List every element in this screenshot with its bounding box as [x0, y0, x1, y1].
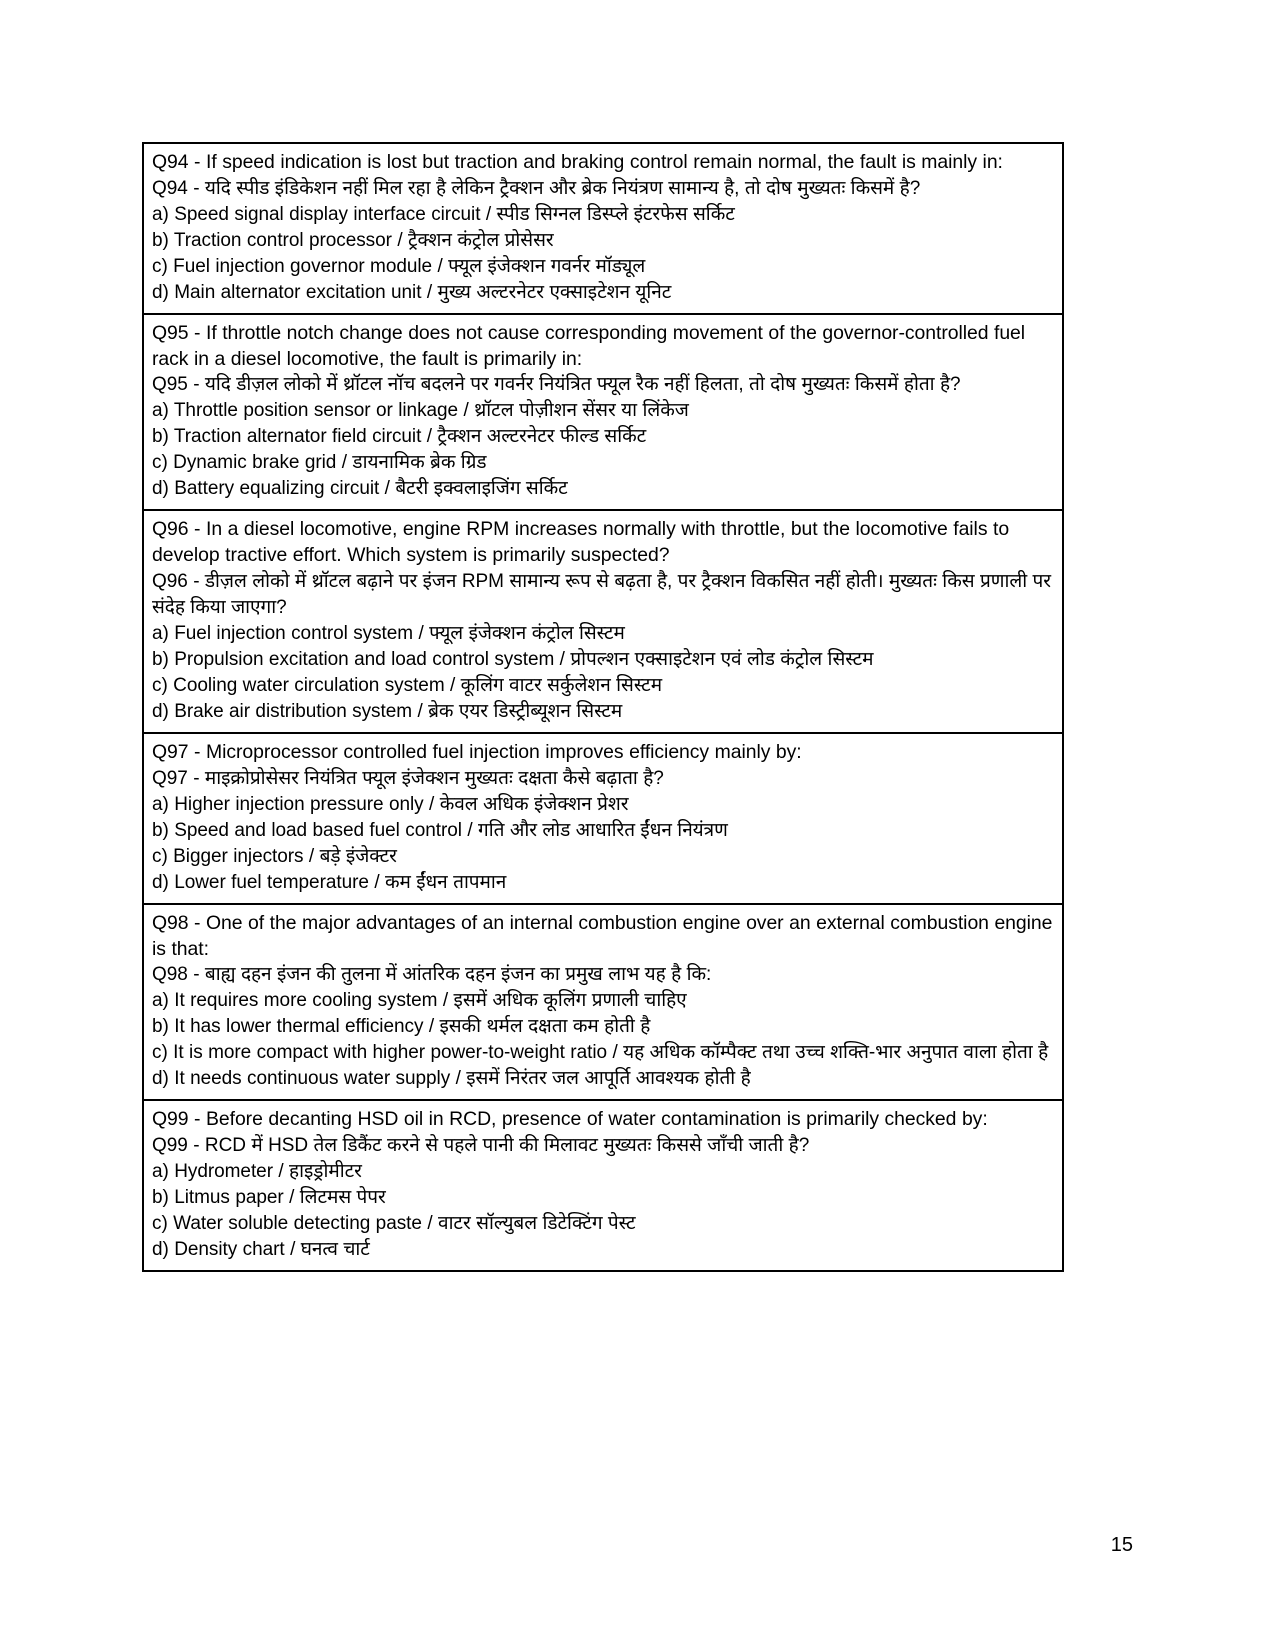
option-b: b) Litmus paper / लिटमस पेपर — [152, 1187, 386, 1209]
question-block-q96 — [144, 511, 1062, 734]
option-c: c) Bigger injectors / बड़े इंजेक्टर — [152, 845, 397, 867]
option-d: d) Lower fuel temperature / कम ईंधन तापमान — [152, 871, 507, 893]
question-stem-en: Q98 - One of the major advantages of an internal combustion engine over an external combustion engine is that: — [152, 911, 1053, 960]
option-a: a) Higher injection pressure only / केवल अधिक इंजेक्शन प्रेशर — [152, 793, 629, 815]
page-number: 15 — [1110, 1534, 1133, 1556]
question-block-q95 — [144, 315, 1062, 512]
option-d: d) Brake air distribution system / ब्रेक एयर डिस्ट्रीब्यूशन सिस्टम — [152, 700, 623, 722]
option-c: c) Cooling water circulation system / कूलिंग वाटर सर्कुलेशन सिस्टम — [152, 674, 663, 696]
question-stem-en: Q94 - If speed indication is lost but traction and braking control remain normal, the fault is mainly in: — [152, 151, 1003, 173]
option-a: a) Fuel injection control system / फ्यूल इंजेक्शन कंट्रोल सिस्टम — [152, 622, 625, 644]
questions-table — [142, 142, 1064, 1272]
option-a: a) It requires more cooling system / इसमें अधिक कूलिंग प्रणाली चाहिए — [152, 990, 687, 1012]
question-stem-hi: Q94 - यदि स्पीड इंडिकेशन नहीं मिल रहा है लेकिन ट्रैक्शन और ब्रेक नियंत्रण सामान्य है, तो दोष मुख्यतः किसमें है? — [152, 177, 921, 199]
option-d: d) Battery equalizing circuit / बैटरी इक्वलाइजिंग सर्किट — [152, 478, 568, 500]
option-b: b) Speed and load based fuel control / गति और लोड आधारित ईंधन नियंत्रण — [152, 819, 728, 841]
option-a: a) Throttle position sensor or linkage / थ्रॉटल पोज़ीशन सेंसर या लिंकेज — [152, 400, 689, 422]
question-block-q94 — [144, 144, 1062, 315]
option-c: c) It is more compact with higher power-to-weight ratio / यह अधिक कॉम्पैक्ट तथा उच्च शक्ति-भार अनुपात वाला होता है — [152, 1042, 1049, 1064]
option-d: d) Density chart / घनत्व चार्ट — [152, 1239, 370, 1261]
question-block-q99 — [144, 1101, 1062, 1272]
option-b: b) Propulsion excitation and load control system / प्रोपल्शन एक्साइटेशन एवं लोड कंट्रोल सिस्टम — [152, 648, 874, 670]
question-block-q98 — [144, 905, 1062, 1102]
option-c: c) Fuel injection governor module / फ्यूल इंजेक्शन गवर्नर मॉड्यूल — [152, 255, 646, 277]
option-b: b) Traction alternator field circuit / ट्रैक्शन अल्टरनेटर फील्ड सर्किट — [152, 426, 647, 448]
option-c: c) Dynamic brake grid / डायनामिक ब्रेक ग्रिड — [152, 452, 487, 474]
question-stem-en: Q96 - In a diesel locomotive, engine RPM increases normally with throttle, but the locomotive fails to develop tractive effort. Which system is primarily suspected? — [152, 518, 1010, 567]
question-stem-hi: Q97 - माइक्रोप्रोसेसर नियंत्रित फ्यूल इंजेक्शन मुख्यतः दक्षता कैसे बढ़ाता है? — [152, 767, 664, 789]
option-c: c) Water soluble detecting paste / वाटर सॉल्युबल डिटेक्टिंग पेस्ट — [152, 1213, 636, 1235]
option-d: d) Main alternator excitation unit / मुख्य अल्टरनेटर एक्साइटेशन यूनिट — [152, 281, 672, 303]
option-b: b) Traction control processor / ट्रैक्शन कंट्रोल प्रोसेसर — [152, 229, 554, 251]
option-b: b) It has lower thermal efficiency / इसकी थर्मल दक्षता कम होती है — [152, 1016, 651, 1038]
question-stem-en: Q97 - Microprocessor controlled fuel injection improves efficiency mainly by: — [152, 740, 802, 763]
question-stem-hi: Q95 - यदि डीज़ल लोको में थ्रॉटल नॉच बदलने पर गवर्नर नियंत्रित फ्यूल रैक नहीं हिलता, तो दोष मुख्यतः किसमें होता है? — [152, 374, 961, 396]
question-stem-hi: Q98 - बाह्य दहन इंजन की तुलना में आंतरिक दहन इंजन का प्रमुख लाभ यह है कि: — [152, 964, 712, 986]
question-block-q97 — [144, 734, 1062, 905]
question-stem-en: Q99 - Before decanting HSD oil in RCD, presence of water contamination is primarily checked by: — [152, 1108, 988, 1131]
question-stem-en: Q95 - If throttle notch change does not cause corresponding movement of the governor-controlled fuel rack in a diesel locomotive, the fault is primarily in: — [152, 321, 1026, 370]
question-stem-hi: Q96 - डीज़ल लोको में थ्रॉटल बढ़ाने पर इंजन RPM सामान्य रूप से बढ़ता है, पर ट्रैक्शन विकसित नहीं होती। मुख्यतः किस प्रणाली पर संदेह किया जाएगा? — [152, 570, 1052, 618]
option-a: a) Hydrometer / हाइड्रोमीटर — [152, 1161, 362, 1183]
option-d: d) It needs continuous water supply / इसमें निरंतर जल आपूर्ति आवश्यक होती है — [152, 1068, 751, 1090]
question-stem-hi: Q99 - RCD में HSD तेल डिकैंट करने से पहले पानी की मिलावट मुख्यतः किससे जाँची जाती है? — [152, 1135, 810, 1157]
option-a: a) Speed signal display interface circuit / स्पीड सिग्नल डिस्प्ले इंटरफेस सर्किट — [152, 203, 735, 225]
